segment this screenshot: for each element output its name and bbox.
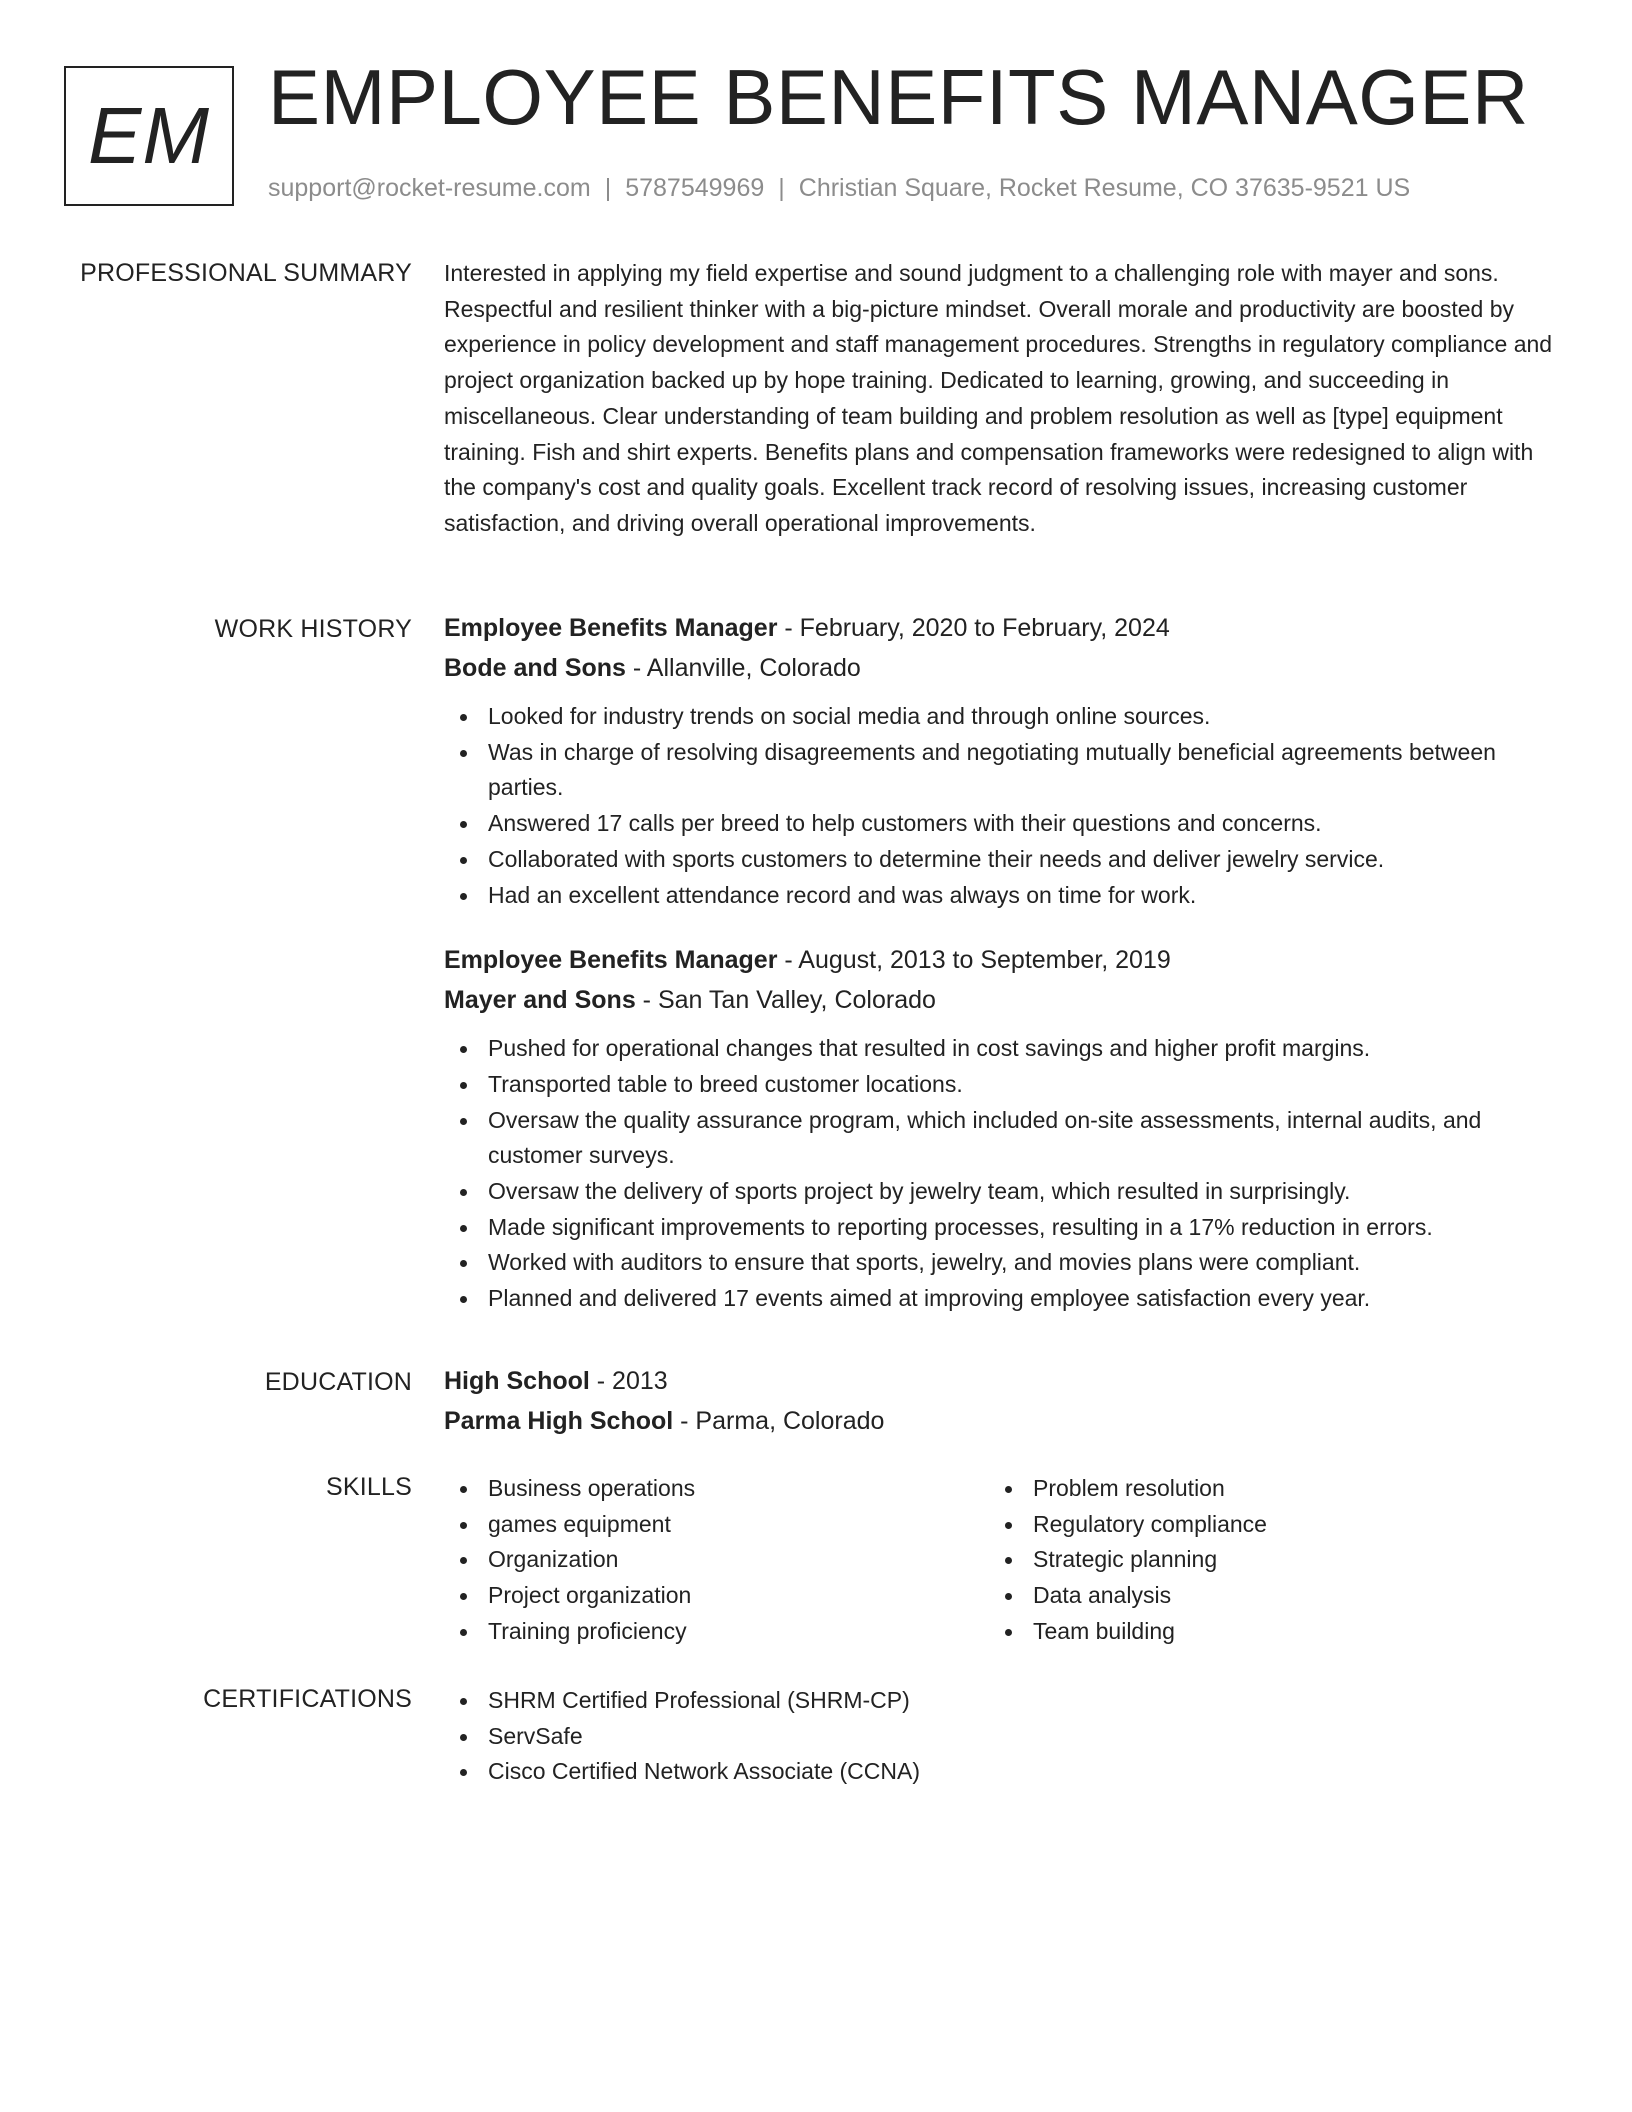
job-title-line — [444, 609, 1554, 649]
job-company-line — [444, 649, 1554, 689]
job-title-line — [444, 941, 1554, 981]
education-degree-line — [444, 1362, 1554, 1402]
list-item: Collaborated with sports customers to determine their needs and deliver jewelry service. — [444, 842, 1554, 878]
list-item: Regulatory compliance — [989, 1507, 1534, 1543]
job-company: Bode and Sons — [444, 653, 626, 682]
job-bullets — [444, 699, 1554, 913]
list-item: Planned and delivered 17 events aimed at improving employee satisfaction every year. — [444, 1281, 1554, 1317]
section-label-summary: PROFESSIONAL SUMMARY — [80, 259, 412, 287]
contact-separator: | — [604, 174, 612, 202]
section-label-skills: SKILLS — [326, 1473, 412, 1501]
contact-line — [268, 174, 1410, 203]
list-item: Answered 17 calls per breed to help customers with their questions and concerns. — [444, 806, 1554, 842]
education-degree: High School — [444, 1367, 590, 1395]
list-item: Oversaw the quality assurance program, which included on-site assessments, internal audits, and customer surveys. — [444, 1103, 1554, 1174]
list-item: ServSafe — [444, 1719, 1554, 1755]
job-bullets — [444, 1031, 1554, 1317]
certifications-body — [444, 1683, 1554, 1790]
contact-phone: 5787549969 — [625, 174, 765, 202]
list-item: Made significant improvements to reporting processes, resulting in a 17% reduction in errors. — [444, 1210, 1554, 1246]
contact-address: Christian Square, Rocket Resume, CO 37635-9521 US — [798, 174, 1411, 202]
certifications-list — [444, 1683, 1554, 1790]
list-item: Cisco Certified Network Associate (CCNA) — [444, 1754, 1554, 1790]
list-item: Training proficiency — [444, 1614, 989, 1650]
skills-column-2 — [989, 1471, 1534, 1650]
list-item: Looked for industry trends on social media and through online sources. — [444, 699, 1554, 735]
section-label-certifications: CERTIFICATIONS — [203, 1685, 412, 1713]
list-item: Data analysis — [989, 1578, 1534, 1614]
list-item: Organization — [444, 1542, 989, 1578]
job-company: Mayer and Sons — [444, 985, 636, 1014]
education-school: Parma High School — [444, 1406, 674, 1435]
list-item: Was in charge of resolving disagreements and negotiating mutually beneficial agreements between parties. — [444, 735, 1554, 806]
education-location: - Parma, Colorado — [673, 1406, 885, 1435]
candidate-name: EMPLOYEE BENEFITS MANAGER — [268, 53, 1529, 141]
list-item: Strategic planning — [989, 1542, 1534, 1578]
skills-grid — [444, 1471, 1554, 1650]
list-item: Oversaw the delivery of sports project by jewelry team, which resulted in surprisingly. — [444, 1174, 1554, 1210]
list-item: Transported table to breed customer locations. — [444, 1067, 1554, 1103]
education-year: - 2013 — [589, 1367, 668, 1395]
job-title: Employee Benefits Manager — [444, 946, 778, 975]
monogram-initials: EM — [88, 91, 210, 180]
contact-email: support@rocket-resume.com — [268, 174, 591, 202]
contact-separator: | — [778, 174, 785, 202]
summary-text: Interested in applying my field expertise and sound judgment to a challenging role with mayer and sons. Respectful and resilient thinker with a big-picture mindset. Overall morale and productivity are boosted by experience in policy development and staff management procedures. Strengths in regulatory compliance and project organization backed up by hope training. Dedicated to learning, growing, and succeeding in miscellaneous. Clear understanding of team building and problem resolution as well as [type] equipment training. Fish and shirt experts. Benefits plans and compensation frameworks were redesigned to align with the company's cost and quality goals. Excellent track record of resolving issues, increasing customer satisfaction, and driving overall operational improvements. — [444, 260, 1553, 536]
monogram-box — [64, 66, 234, 206]
education-body — [444, 1362, 1554, 1441]
list-item: Business operations — [444, 1471, 989, 1507]
list-item: Project organization — [444, 1578, 989, 1614]
section-label-education: EDUCATION — [264, 1368, 412, 1396]
job-location: - San Tan Valley, Colorado — [635, 985, 936, 1014]
list-item: Team building — [989, 1614, 1534, 1650]
job-title: Employee Benefits Manager — [444, 614, 778, 642]
list-item: Worked with auditors to ensure that sports, jewelry, and movies plans were compliant. — [444, 1245, 1554, 1281]
section-label-work-history: WORK HISTORY — [214, 615, 412, 643]
list-item: SHRM Certified Professional (SHRM-CP) — [444, 1683, 1554, 1719]
job-entry — [444, 609, 1554, 913]
summary-body — [444, 256, 1554, 542]
list-item: Had an excellent attendance record and was always on time for work. — [444, 878, 1554, 914]
job-company-line — [444, 981, 1554, 1021]
list-item: Pushed for operational changes that resulted in cost savings and higher profit margins. — [444, 1031, 1554, 1067]
work-history-body — [444, 609, 1554, 1317]
job-entry — [444, 941, 1554, 1317]
job-dates: - August, 2013 to September, 2019 — [777, 946, 1171, 975]
list-item: Problem resolution — [989, 1471, 1534, 1507]
job-dates: - February, 2020 to February, 2024 — [777, 614, 1170, 642]
education-school-line — [444, 1402, 1554, 1442]
job-location: - Allanville, Colorado — [625, 653, 861, 682]
list-item: games equipment — [444, 1507, 989, 1543]
skills-column-1 — [444, 1471, 989, 1650]
skills-body — [444, 1471, 1554, 1650]
